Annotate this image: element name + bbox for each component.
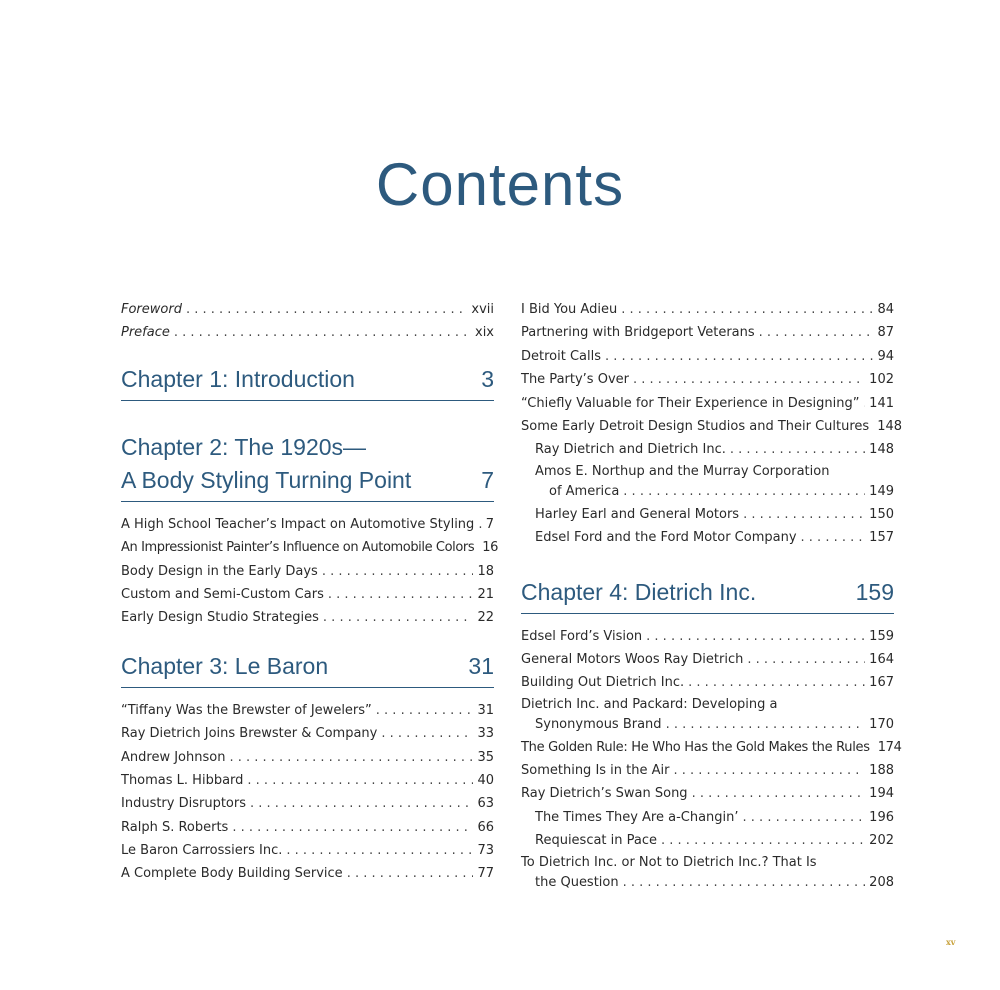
entry-title: An Impressionist Painter’s Influence on Automobile Colors (121, 540, 475, 556)
chapter-title: Chapter 4: Dietrich Inc. (521, 578, 757, 605)
chapter-title-line2: A Body Styling Turning Point (121, 466, 412, 493)
entry-title: Edsel Ford and the Ford Motor Company (535, 530, 797, 546)
entry-title: The Party’s Over (521, 372, 629, 388)
toc-entry[interactable] (121, 862, 494, 885)
chapter-heading-1[interactable] (121, 363, 494, 401)
entry-title: Ray Dietrich Joins Brewster & Company (121, 726, 378, 742)
toc-entry-line2[interactable] (521, 715, 894, 736)
chapter-3-entries (121, 699, 494, 886)
toc-entry[interactable] (121, 536, 498, 559)
entry-page: 33 (477, 726, 494, 742)
chapter-title: Chapter 3: Le Baron (121, 652, 329, 679)
toc-left-column (121, 298, 498, 886)
entry-title: Foreword (121, 302, 182, 317)
toc-entry[interactable] (121, 722, 494, 745)
entry-page: 194 (869, 786, 894, 802)
toc-entry[interactable] (121, 839, 494, 862)
entry-title: Ralph S. Roberts (121, 819, 229, 835)
entry-title: Partnering with Bridgeport Veterans (521, 325, 755, 341)
leader-dots (232, 816, 473, 839)
leader-dots (623, 873, 866, 894)
leader-dots (688, 671, 865, 694)
toc-entry-line1[interactable] (521, 853, 894, 874)
chapter-page: 159 (855, 578, 894, 605)
entry-title: Thomas L. Hibbard (121, 772, 244, 788)
chapter-title-line1: Chapter 2: The 1920s— (121, 433, 367, 460)
entry-page: 157 (869, 530, 894, 546)
entry-title-line2: the Question (535, 875, 619, 891)
entry-title: The Golden Rule: He Who Has the Gold Makes the Rules (521, 739, 870, 755)
chapter-title (121, 431, 411, 497)
toc-entry[interactable] (121, 792, 494, 815)
entry-title-line2: Synonymous Brand (535, 717, 662, 733)
toc-entry[interactable] (521, 671, 894, 694)
entry-title: I Bid You Adieu (521, 302, 618, 317)
toc-right-column (521, 298, 903, 894)
entry-title: Ray Dietrich’s Swan Song (521, 786, 688, 802)
chapter-page: 7 (481, 466, 494, 493)
entry-title: Body Design in the Early Days (121, 563, 318, 579)
entry-title: “Tiffany Was the Brewster of Jewelers” (121, 702, 372, 718)
toc-entry[interactable] (521, 415, 903, 438)
chapter-page: 31 (468, 652, 494, 679)
leader-dots (743, 806, 866, 829)
entry-page: 148 (869, 442, 894, 458)
leader-dots (328, 583, 474, 606)
toc-entry[interactable] (521, 298, 894, 321)
toc-entry[interactable] (121, 816, 494, 839)
leader-dots (621, 298, 873, 321)
entry-page: 63 (477, 796, 494, 812)
entry-title: Ray Dietrich and Dietrich Inc. (535, 442, 726, 458)
chapter-4-entries (521, 625, 902, 894)
toc-subentry[interactable] (521, 438, 894, 461)
toc-entry[interactable] (121, 606, 494, 629)
entry-page: 18 (477, 563, 494, 579)
leader-dots (646, 625, 865, 648)
entry-page: 94 (877, 348, 894, 364)
entry-page: 150 (869, 506, 894, 522)
toc-entry[interactable] (521, 392, 894, 415)
entry-page: 196 (869, 809, 894, 825)
entry-page: 164 (869, 651, 894, 667)
toc-subentry[interactable] (521, 829, 894, 852)
leader-dots (747, 648, 865, 671)
toc-subentry[interactable] (521, 526, 894, 549)
entry-title-line1: Dietrich Inc. and Packard: Developing a (521, 696, 778, 712)
entry-page: 159 (869, 628, 894, 644)
leader-dots (863, 392, 865, 415)
entry-title: Le Baron Carrossiers Inc. (121, 843, 283, 859)
entry-page: 170 (869, 717, 894, 733)
entry-title: Early Design Studio Strategies (121, 610, 319, 626)
leader-dots (666, 715, 866, 736)
toc-subentry-line1[interactable] (521, 462, 894, 483)
entry-title-line1: To Dietrich Inc. or Not to Dietrich Inc.? That Is (521, 854, 817, 870)
entry-page: 31 (477, 702, 494, 718)
entry-page: 66 (477, 819, 494, 835)
toc-subentry[interactable] (521, 503, 894, 526)
leader-dots (286, 839, 473, 862)
leader-dots (247, 769, 473, 792)
entry-page: xix (475, 325, 494, 341)
entry-title: Custom and Semi-Custom Cars (121, 586, 324, 602)
leader-dots (323, 606, 474, 629)
toc-entry-foreword[interactable] (121, 298, 494, 321)
entry-page: 141 (869, 395, 894, 411)
leader-dots (347, 862, 474, 885)
toc-entry-line1[interactable] (521, 695, 894, 716)
entry-page: 40 (477, 772, 494, 788)
chapter-heading-2[interactable] (121, 431, 494, 502)
entry-page: 7 (485, 516, 494, 532)
leader-dots (322, 560, 474, 583)
leader-dots (743, 503, 865, 526)
entry-title-line2: of America (549, 484, 620, 500)
entry-title: Requiescat in Pace (535, 833, 658, 849)
leader-dots (692, 782, 866, 805)
chapter-page: 3 (481, 365, 494, 392)
entry-title: A Complete Body Building Service (121, 866, 343, 882)
entry-page: 73 (477, 843, 494, 859)
entry-title: Andrew Johnson (121, 749, 226, 765)
entry-page: 188 (869, 763, 894, 779)
entry-title: General Motors Woos Ray Dietrich (521, 651, 744, 667)
entry-title: Some Early Detroit Design Studios and Their Cultures (521, 418, 870, 434)
toc-entry[interactable] (521, 782, 894, 805)
entry-title: Detroit Calls (521, 348, 601, 364)
entry-title: Industry Disruptors (121, 796, 247, 812)
toc-entry[interactable] (521, 625, 894, 648)
entry-page: 102 (869, 372, 894, 388)
toc-entry[interactable] (121, 769, 494, 792)
entry-page: 35 (477, 749, 494, 765)
page-title: Contents (375, 151, 625, 218)
entry-page: 21 (477, 586, 494, 602)
entry-title: Building Out Dietrich Inc. (521, 675, 685, 691)
entry-page: 87 (877, 325, 894, 341)
leader-dots (661, 829, 865, 852)
leader-dots (381, 722, 473, 745)
toc-entry-line2[interactable] (521, 873, 894, 894)
entry-page: 202 (869, 833, 894, 849)
toc-entry[interactable] (121, 699, 494, 722)
entry-page: 84 (877, 302, 894, 317)
entry-page: 167 (869, 675, 894, 691)
entry-title: Something Is in the Air (521, 763, 670, 779)
toc-entry[interactable] (121, 583, 494, 606)
page-folio: xv (946, 937, 956, 947)
leader-dots (229, 746, 473, 769)
entry-title: A High School Teacher’s Impact on Automotive Styling (121, 516, 475, 532)
entry-page: 77 (477, 866, 494, 882)
toc-subentry-line2[interactable] (521, 482, 894, 503)
toc-entry[interactable] (121, 746, 494, 769)
chapter-2-entries (121, 513, 498, 630)
entry-title-line1: Amos E. Northup and the Murray Corporation (535, 463, 830, 479)
entry-page: 148 (877, 418, 903, 434)
entry-title: Edsel Ford’s Vision (521, 628, 643, 644)
toc-subentry[interactable] (521, 806, 894, 829)
toc-entry[interactable] (521, 368, 894, 391)
leader-dots (376, 699, 474, 722)
toc-entry[interactable] (521, 759, 894, 782)
leader-dots (186, 298, 467, 321)
toc-entry[interactable] (521, 648, 894, 671)
entry-title: Preface (121, 325, 170, 341)
entry-title: “Chiefly Valuable for Their Experience in Designing” (521, 395, 860, 411)
toc-entry[interactable] (521, 736, 902, 759)
toc-entry[interactable] (521, 345, 894, 368)
toc-entry[interactable] (121, 513, 494, 536)
leader-dots (478, 513, 481, 536)
entry-page: 22 (477, 610, 494, 626)
chapter-heading-3[interactable] (121, 650, 494, 688)
chapter-title: Chapter 1: Introduction (121, 365, 355, 392)
leader-dots (623, 482, 865, 503)
entry-page: xvii (471, 302, 494, 317)
entry-page: 174 (877, 739, 902, 755)
chapter-heading-4[interactable] (521, 576, 894, 614)
leader-dots (673, 759, 865, 782)
toc-entry-preface[interactable] (121, 321, 494, 344)
entry-page: 149 (869, 484, 894, 500)
entry-title: The Times They Are a-Changin’ (535, 809, 739, 825)
leader-dots (174, 321, 471, 344)
leader-dots (801, 526, 866, 549)
leader-dots (605, 345, 873, 368)
entry-page: 208 (869, 875, 894, 891)
entry-page: 16 (482, 540, 498, 556)
leader-dots (633, 368, 865, 391)
toc-entry[interactable] (521, 321, 894, 344)
leader-dots (759, 321, 874, 344)
leader-dots (730, 438, 865, 461)
leader-dots (250, 792, 473, 815)
entry-title: Harley Earl and General Motors (535, 506, 740, 522)
toc-entry[interactable] (121, 560, 494, 583)
